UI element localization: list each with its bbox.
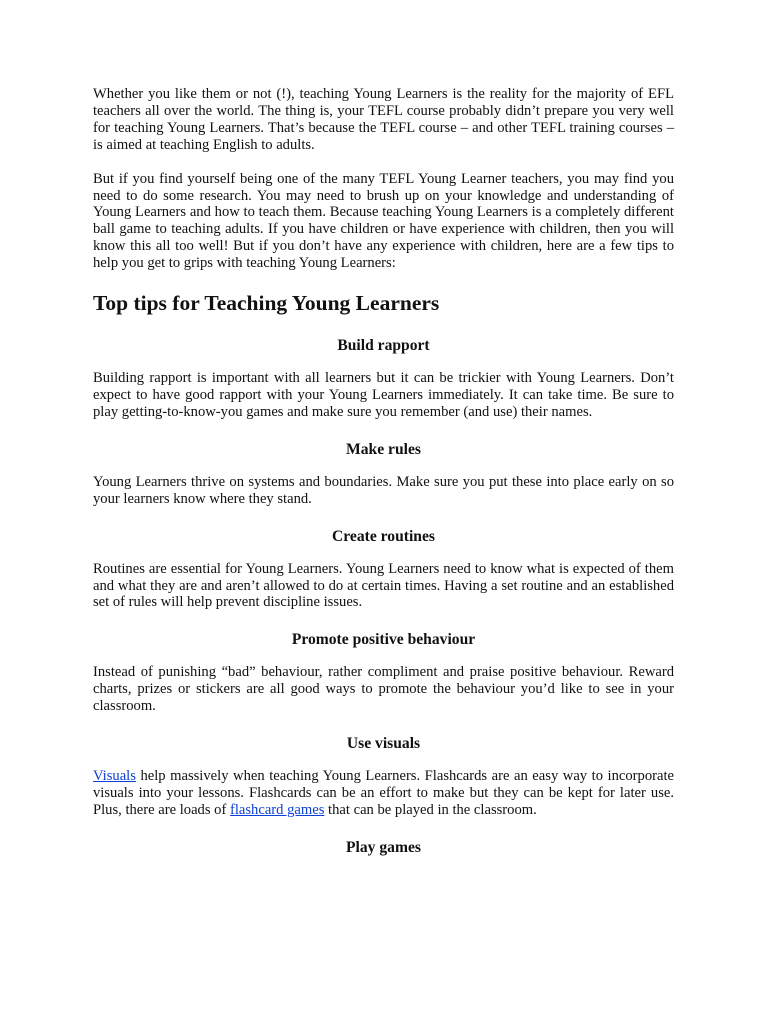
section-heading: Use visuals	[346, 735, 421, 753]
section-make-rules	[93, 440, 674, 508]
body-text: that can be played in the classroom.	[324, 801, 537, 818]
intro-paragraph-2: But if you find yourself being one of the many TEFL Young Learner teachers, you may find you need to do some research. You may need to brush up on your knowledge and understanding of Young Learners and how to teach them. Because teaching Young Learners is a completely different ball game to teaching adults. If you have children or have experience with children, then you will know this all too well! But if you don’t have any experience with children, here are a few tips to help you get to grips with teaching Young Learners:	[93, 170, 674, 272]
document-page	[93, 86, 674, 877]
flashcard-games-link[interactable]: flashcard games	[229, 801, 325, 818]
section-use-visuals	[93, 734, 674, 819]
section-body	[93, 768, 674, 819]
section-heading: Make rules	[346, 440, 421, 458]
body-text: help massively when teaching Young Learners. Flashcards are an easy way to incorporate visuals into your lessons. Flashcards can be an effort to make but they can be kept for later use. Plus, there are loads of	[93, 768, 674, 818]
section-heading: Create routines	[332, 527, 435, 545]
section-create-routines	[93, 527, 674, 612]
section-play-games	[93, 838, 674, 858]
section-body: Routines are essential for Young Learners. Young Learners need to know what is expected of them and what they are and aren’t allowed to do at certain times. Having a set routine and an established set of rules will help prevent discipline issues.	[93, 560, 674, 611]
section-heading: Promote positive behaviour	[291, 631, 476, 649]
section-heading: Play games	[346, 838, 421, 856]
section-heading: Build rapport	[337, 337, 430, 355]
section-promote-positive-behaviour	[93, 630, 674, 715]
intro-paragraph-1: Whether you like them or not (!), teaching Young Learners is the reality for the majority of EFL teachers all over the world. The thing is, your TEFL course probably didn’t prepare you very well for teaching Young Learners. That’s because the TEFL course – and other TEFL training courses – is aimed at teaching English to adults.	[93, 86, 674, 153]
section-build-rapport	[93, 336, 674, 421]
section-body: Young Learners thrive on systems and boundaries. Make sure you put these into place early on so your learners know where they stand.	[93, 473, 674, 507]
visuals-link[interactable]: Visuals	[93, 768, 136, 785]
main-title: Top tips for Teaching Young Learners	[93, 291, 440, 316]
section-body: Building rapport is important with all learners but it can be trickier with Young Learners. Don’t expect to have good rapport with your Young Learners immediately. It can take time. Be sure to play getting-to-know-you games and make sure you remember (and use) their names.	[93, 370, 674, 420]
section-body: Instead of punishing “bad” behaviour, rather compliment and praise positive behaviour. Reward charts, prizes or stickers are all good ways to promote the behaviour you’d like to see in your classroom.	[93, 664, 674, 715]
